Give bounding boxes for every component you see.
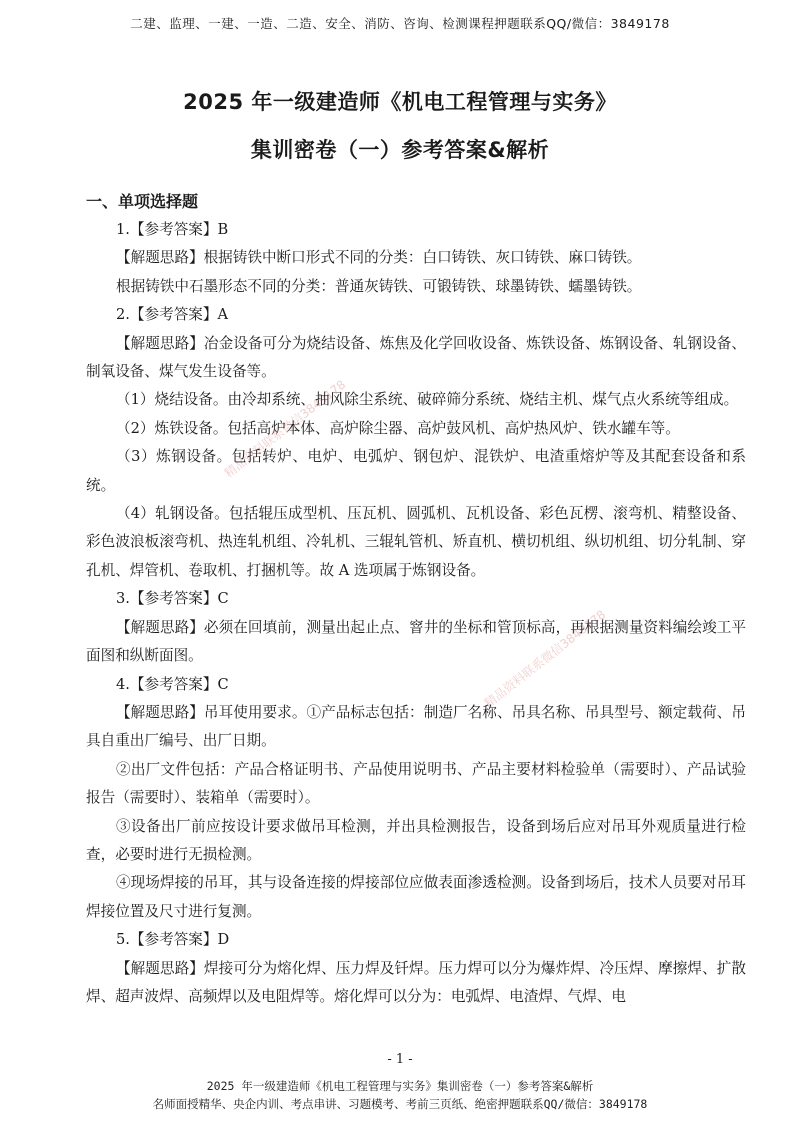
- explanation-paragraph: 【解题思路】焊接可分为熔化焊、压力焊及钎焊。压力焊可以分为爆炸焊、冷压焊、摩擦焊、扩散焊、超声波焊、高频焊以及电阻焊等。熔化焊可以分为：电弧焊、电渣焊、气焊、电: [86, 959, 746, 1005]
- explanation-paragraph: （4）轧钢设备。包括辊压成型机、压瓦机、圆弧机、瓦机设备、彩色瓦楞、滚弯机、精整设备、彩色波浪板滚弯机、热连轧机组、冷轧机、三辊轧管机、矫直机、横切机组、纵切机组、切分轧制、穿孔机、焊管机、卷取机、打捆机等。故 A 选项属于炼钢设备。: [86, 505, 746, 579]
- explanation-paragraph: 【解题思路】吊耳使用要求。①产品标志包括：制造厂名称、吊具名称、吊具型号、额定载荷、吊具自重出厂编号、出厂日期。: [86, 703, 746, 750]
- section-heading: 一、单项选择题: [86, 192, 199, 211]
- explanation-paragraph: ④现场焊接的吊耳，其与设备连接的焊接部位应做表面渗透检测。设备到场后，技术人员要对吊耳焊接位置及尺寸进行复测。: [86, 874, 746, 920]
- explanation-paragraph: 【解题思路】冶金设备可分为烧结设备、炼焦及化学回收设备、炼铁设备、炼钢设备、轧钢设备、制氧设备、煤气发生设备等。: [86, 334, 746, 381]
- explanation-paragraph: 【解题思路】必须在回填前，测量出起止点、窨井的坐标和管顶标高，再根据测量资料编绘竣工平面图和纵断面图。: [86, 618, 746, 665]
- answer-key-line: 2.【参考答案】A: [116, 306, 229, 324]
- explanation-paragraph: （3）炼钢设备。包括转炉、电炉、电弧炉、钢包炉、混铁炉、电渣重熔炉等及其配套设备和系统。: [86, 448, 746, 494]
- header-ad-text: 二建、监理、一建、一造、二造、安全、消防、咨询、检测课程押题联系QQ/微信：3849178: [130, 16, 670, 31]
- document-subtitle: 集训密卷（一）参考答案&解析: [250, 138, 550, 162]
- footer-ad-text: 名师面授精华、央企内训、考点串讲、习题模考、考前三页纸、绝密押题联系QQ/微信：3849178: [152, 1097, 648, 1111]
- answer-content: [86, 188, 746, 1011]
- explanation-paragraph: ②出厂文件包括：产品合格证明书、产品使用说明书、产品主要材料检验单（需要时）、产品试验报告（需要时）、装箱单（需要时）。: [86, 760, 746, 807]
- footer-doc-title: 2025 年一级建造师《机电工程管理与实务》集训密卷（一）参考答案&解析: [206, 1079, 594, 1093]
- answer-key-line: 1.【参考答案】B: [116, 221, 229, 238]
- explanation-paragraph: 【解题思路】根据铸铁中断口形式不同的分类：白口铸铁、灰口铸铁、麻口铸铁。: [116, 249, 642, 267]
- answer-key-line: 3.【参考答案】C: [116, 590, 229, 608]
- explanation-paragraph: （2）炼铁设备。包括高炉本体、高炉除尘器、高炉鼓风机、高炉热风炉、铁水罐车等。: [116, 419, 680, 437]
- document-title: 2025 年一级建造师《机电工程管理与实务》: [183, 90, 617, 114]
- paragraph-list: [86, 216, 746, 1011]
- answer-key-line: 4.【参考答案】C: [116, 675, 229, 693]
- explanation-paragraph: 根据铸铁中石墨形态不同的分类：普通灰铸铁、可锻铸铁、球墨铸铁、蠕墨铸铁。: [116, 277, 642, 295]
- explanation-paragraph: ③设备出厂前应按设计要求做吊耳检测，并出具检测报告，设备到场后应对吊耳外观质量进行检查，必要时进行无损检测。: [86, 817, 746, 863]
- watermark-text: 精品资料联系微信3849178: [221, 377, 349, 481]
- page-number: - 1 -: [387, 1052, 413, 1067]
- watermark-text: 精品资料联系微信3849178: [481, 607, 609, 711]
- answer-key-line: 5.【参考答案】D: [116, 931, 230, 949]
- explanation-paragraph: （1）烧结设备。由冷却系统、抽风除尘系统、破碎筛分系统、烧结主机、煤气点火系统等组成。: [116, 391, 739, 409]
